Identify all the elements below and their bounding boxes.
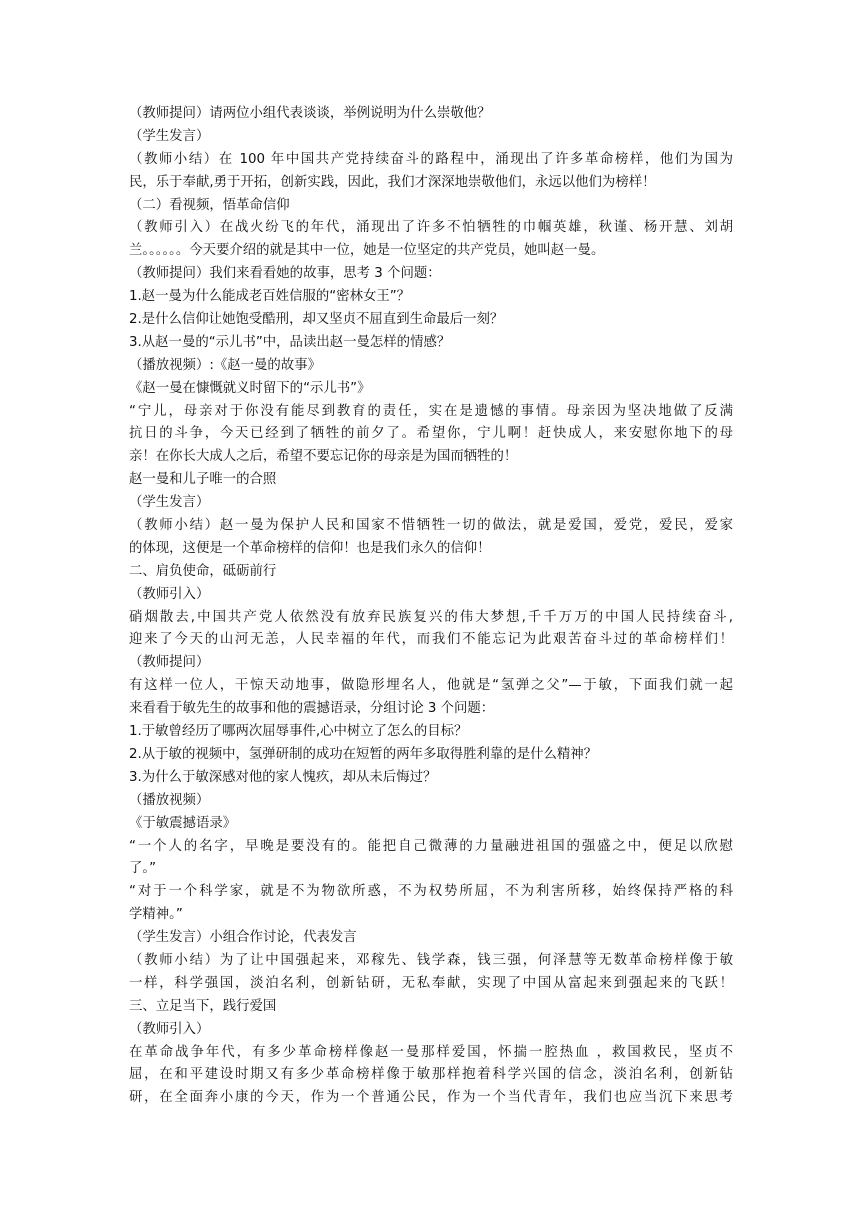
text-line: 了。” (129, 861, 157, 877)
text-line: 3.为什么于敏深感对他的家人愧疚，却从未后悔过？ (129, 769, 437, 785)
text-line: 有这样一位人，干惊天动地事，做隐形埋名人，他就是“氢弹之父”—于敏，下面我们就一起 (129, 678, 733, 694)
document-page (129, 103, 733, 1110)
text-line: （播放视频） (129, 792, 210, 808)
text-line: 三、立足当下，践行爱国 (129, 998, 277, 1014)
text-line: 研，在全面奔小康的今天，作为一个普通公民，作为一个当代青年，我们也应当沉下来思考 (129, 1090, 733, 1106)
text-line: 迎来了今天的山河无恙，人民幸福的年代，而我们不能忘记为此艰苦奋斗过的革命榜样们！ (129, 632, 733, 648)
text-line: 2.从于敏的视频中，氢弹研制的成功在短暂的两年多取得胜利靠的是什么精神？ (129, 746, 598, 762)
text-line: 亲！在你长大成人之后，希望不要忘记你的母亲是为国而牺牲的！ (129, 449, 518, 465)
text-line: 一样，科学强国，淡泊名利，创新钻研，无私奉献，实现了中国从富起来到强起来的飞跃！ (129, 975, 733, 991)
text-line: 2.是什么信仰让她饱受酷刑，却又坚贞不屈直到生命最后一刻？ (129, 312, 504, 328)
text-line: （学生发言）小组合作讨论，代表发言 (129, 930, 357, 946)
text-line: （教师提问） (129, 655, 210, 671)
text-line: （播放视频）:《赵一曼的故事》 (129, 357, 321, 373)
text-line: （教师提问）我们来看看她的故事，思考 3 个问题： (129, 266, 441, 282)
text-line: 来看看于敏先生的故事和他的震撼语录，分组讨论 3 个问题： (129, 701, 495, 717)
text-line: （教师引入） (129, 1021, 210, 1037)
text-line: “宁儿，母亲对于你没有能尽到教育的责任，实在是遗憾的事情。母亲因为坚决地做了反满 (129, 403, 733, 419)
text-line: （教师引入） (129, 586, 210, 602)
text-line: 1.赵一曼为什么能成老百姓信服的“密林女王”？ (129, 289, 411, 305)
text-line: （学生发言） (129, 128, 210, 144)
text-line: （学生发言） (129, 495, 210, 511)
text-line: （教师小结）在 100 年中国共产党持续奋斗的路程中，涌现出了许多革命榜样，他们为国为 (129, 151, 733, 167)
text-line: 硝烟散去,中国共产党人依然没有放弃民族复兴的伟大梦想,千千万万的中国人民持续奋斗, (129, 609, 733, 625)
text-line: 民，乐于奉献,勇于开拓，创新实践，因此，我们才深深地崇敬他们，永远以他们为榜样！ (129, 174, 656, 190)
text-line: 1.于敏曾经历了哪两次屈辱事件,心中树立了怎么的目标？ (129, 724, 468, 740)
text-line: 赵一曼和儿子唯一的合照 (129, 472, 277, 488)
text-line: 兰。。。。。。今天要介绍的就是其中一位，她是一位坚定的共产党员，她叫赵一曼。 (129, 243, 605, 259)
text-line: 的体现，这便是一个革命榜样的信仰！也是我们永久的信仰！ (129, 540, 491, 556)
text-line: （二）看视频，悟革命信仰 (129, 197, 290, 213)
text-line: “一个人的名字，早晚是要没有的。能把自己微薄的力量融进祖国的强盛之中，便足以欣慰 (129, 838, 733, 854)
text-line: 抗日的斗争，今天已经到了牺牲的前夕了。希望你，宁儿啊！赶快成人，来安慰你地下的母 (129, 426, 733, 442)
text-line: “对于一个科学家，就是不为物欲所惑，不为权势所屈，不为利害所移，始终保持严格的科 (129, 884, 733, 900)
text-line: 3.从赵一曼的“示儿书”中，品读出赵一曼怎样的情感？ (129, 334, 451, 350)
text-line: （教师小结）赵一曼为保护人民和国家不惜牺牲一切的做法，就是爱国，爱党，爱民，爱家 (129, 518, 733, 534)
text-line: 在革命战争年代，有多少革命榜样像赵一曼那样爱国，怀揣一腔热血 ，救国救民，坚贞不 (129, 1044, 733, 1060)
text-line: 学精神。” (129, 907, 183, 923)
text-line: 《赵一曼在慷慨就义时留下的“示儿书”》 (129, 380, 371, 396)
text-line: （教师引入）在战火纷飞的年代，涌现出了许多不怕牺牲的巾帼英雄，秋谨、杨开慧、刘胡 (129, 220, 733, 236)
text-line: 屈，在和平建设时期又有多少革命榜样像于敏那样抱着科学兴国的信念，淡泊名利，创新钻 (129, 1067, 733, 1083)
text-line: （教师提问）请两位小组代表谈谈，举例说明为什么崇敬他？ (129, 106, 491, 121)
text-line: （教师小结）为了让中国强起来，邓稼先、钱学森，钱三强，何泽慧等无数革命榜样像于敏 (129, 952, 733, 968)
text-line: 《于敏震撼语录》 (129, 815, 237, 831)
text-line: 二、肩负使命，砥砺前行 (129, 563, 277, 579)
